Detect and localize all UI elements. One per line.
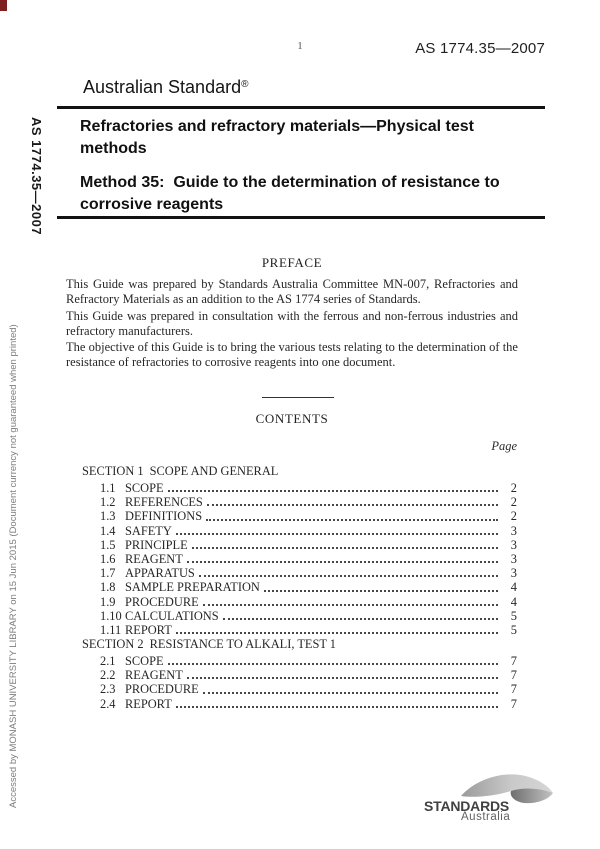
toc-entry-title: SAFETY (125, 523, 172, 538)
toc-dot-leader (206, 509, 498, 520)
toc-entry-number: 1.4 (100, 523, 116, 538)
toc-entry-title: APPARATUS (125, 566, 195, 581)
method-title: Method 35: Guide to the determination of resistance to corrosive reagents (80, 174, 500, 213)
toc-entry-page: 3 (510, 551, 517, 566)
toc-entry (82, 566, 517, 580)
library-access-note: Accessed by MONASH UNIVERSITY LIBRARY on 15 Jun 2015 (Document currency not guaranteed when printed) (8, 324, 19, 808)
toc-entry-number: 1.6 (100, 551, 116, 566)
page-number: 1 (297, 41, 303, 52)
toc-dot-leader (223, 609, 498, 620)
toc-dot-leader (187, 552, 498, 563)
preface-paragraph: This Guide was prepared in consultation with the ferrous and non-ferrous industries and refractory manufacturers. (66, 309, 518, 338)
toc-dot-leader (203, 595, 498, 606)
toc-entry-title: REPORT (125, 622, 172, 637)
toc-entry-page: 4 (510, 594, 517, 609)
table-of-contents (82, 464, 517, 711)
preface-heading: PREFACE (261, 255, 323, 270)
toc-section-title (82, 637, 517, 652)
toc-entry-number: 1.11 (100, 622, 122, 637)
toc-entry-page: 3 (510, 566, 517, 581)
toc-dot-leader (168, 481, 498, 492)
series-title: Refractories and refractory materials—Physical test methods (80, 118, 474, 157)
toc-entry-page: 2 (510, 509, 517, 524)
toc-section-label: SECTION 2 (82, 637, 144, 652)
toc-entry-number: 1.9 (100, 594, 116, 609)
toc-entry-number: 2.1 (100, 654, 116, 669)
registered-trademark-symbol: ® (241, 79, 249, 90)
toc-entry-title: PROCEDURE (125, 682, 199, 697)
toc-entry (82, 524, 517, 538)
toc-dot-leader (176, 524, 498, 535)
toc-section-name: RESISTANCE TO ALKALI, TEST 1 (149, 637, 336, 652)
toc-dot-leader (168, 654, 498, 665)
toc-entry-number: 1.5 (100, 537, 116, 552)
contents-heading: CONTENTS (255, 411, 329, 426)
toc-entry-page: 7 (510, 696, 517, 711)
toc-entry-page: 3 (510, 537, 517, 552)
brand-name: Australian Standard (83, 77, 242, 97)
toc-entry-page: 7 (510, 668, 517, 683)
toc-dot-leader (199, 566, 498, 577)
toc-entry-number: 2.2 (100, 668, 116, 683)
toc-entry-page: 4 (510, 580, 517, 595)
toc-entry (82, 682, 517, 696)
toc-entry (82, 552, 517, 566)
toc-entry (82, 609, 517, 623)
toc-section-title (82, 464, 517, 479)
section-divider (262, 397, 334, 398)
toc-dot-leader (176, 697, 498, 708)
toc-dot-leader (203, 682, 498, 693)
toc-entry (82, 623, 517, 637)
toc-entry-title: REAGENT (125, 668, 183, 683)
toc-entry-page: 7 (510, 682, 517, 697)
toc-entry-page: 5 (510, 608, 517, 623)
toc-entry-number: 1.1 (100, 481, 116, 495)
toc-entry-title: CALCULATIONS (125, 608, 219, 623)
toc-entry-page: 7 (510, 654, 517, 669)
toc-entry (82, 668, 517, 682)
brand-title (83, 77, 248, 98)
toc-entry-title: SCOPE (125, 654, 164, 669)
toc-entry (82, 509, 517, 523)
spine-standard-code: AS 1774.35—2007 (29, 117, 44, 236)
toc-dot-leader (264, 580, 498, 591)
toc-entry-title: PRINCIPLE (125, 537, 188, 552)
toc-section-label: SECTION 1 (82, 464, 144, 478)
toc-entry-title: REFERENCES (125, 495, 203, 510)
toc-dot-leader (176, 623, 498, 634)
toc-entry-number: 1.7 (100, 566, 116, 581)
toc-entry (82, 654, 517, 668)
scan-corner-mark (0, 0, 7, 11)
toc-entry-title: DEFINITIONS (125, 509, 203, 524)
preface-paragraph: The objective of this Guide is to bring the various tests relating to the determination of the resistance of refractories to corrosive reagents into one document. (66, 340, 518, 369)
toc-entry-page: 5 (510, 622, 517, 637)
toc-entry-number: 1.3 (100, 509, 116, 524)
page-column-label: Page (491, 439, 517, 453)
toc-entry-number: 2.3 (100, 682, 116, 697)
toc-entry-title: REAGENT (125, 551, 183, 566)
toc-entry-page: 2 (510, 495, 517, 510)
toc-entry (82, 538, 517, 552)
toc-dot-leader (192, 538, 498, 549)
toc-entry-page: 3 (510, 523, 517, 538)
toc-entry (82, 481, 517, 495)
toc-entry-page: 2 (510, 481, 517, 495)
standards-australia-wordmark: STANDARDS (424, 798, 510, 814)
toc-entry-title: SAMPLE PREPARATION (125, 580, 260, 595)
toc-entry-number: 2.4 (100, 696, 116, 711)
toc-entry (82, 495, 517, 509)
toc-entry-number: 1.2 (100, 495, 116, 510)
toc-entry (82, 697, 517, 711)
toc-section-name: SCOPE AND GENERAL (149, 464, 279, 478)
standard-code-header: AS 1774.35—2007 (415, 40, 545, 57)
top-rule (57, 106, 545, 109)
bottom-rule (57, 216, 545, 219)
toc-entry (82, 580, 517, 594)
toc-entry (82, 595, 517, 609)
preface-paragraph: This Guide was prepared by Standards Australia Committee MN-007, Refractories and Refractory Materials as an addition to the AS 1774 series of Standards. (66, 277, 518, 306)
toc-dot-leader (187, 668, 498, 679)
toc-entry-title: SCOPE (125, 481, 164, 495)
standards-australia-subtext: Australia (461, 811, 511, 823)
toc-dot-leader (207, 495, 498, 506)
toc-entry-number: 1.8 (100, 580, 116, 595)
toc-entry-title: REPORT (125, 696, 172, 711)
toc-entry-number: 1.10 (100, 608, 122, 623)
toc-entry-title: PROCEDURE (125, 594, 199, 609)
